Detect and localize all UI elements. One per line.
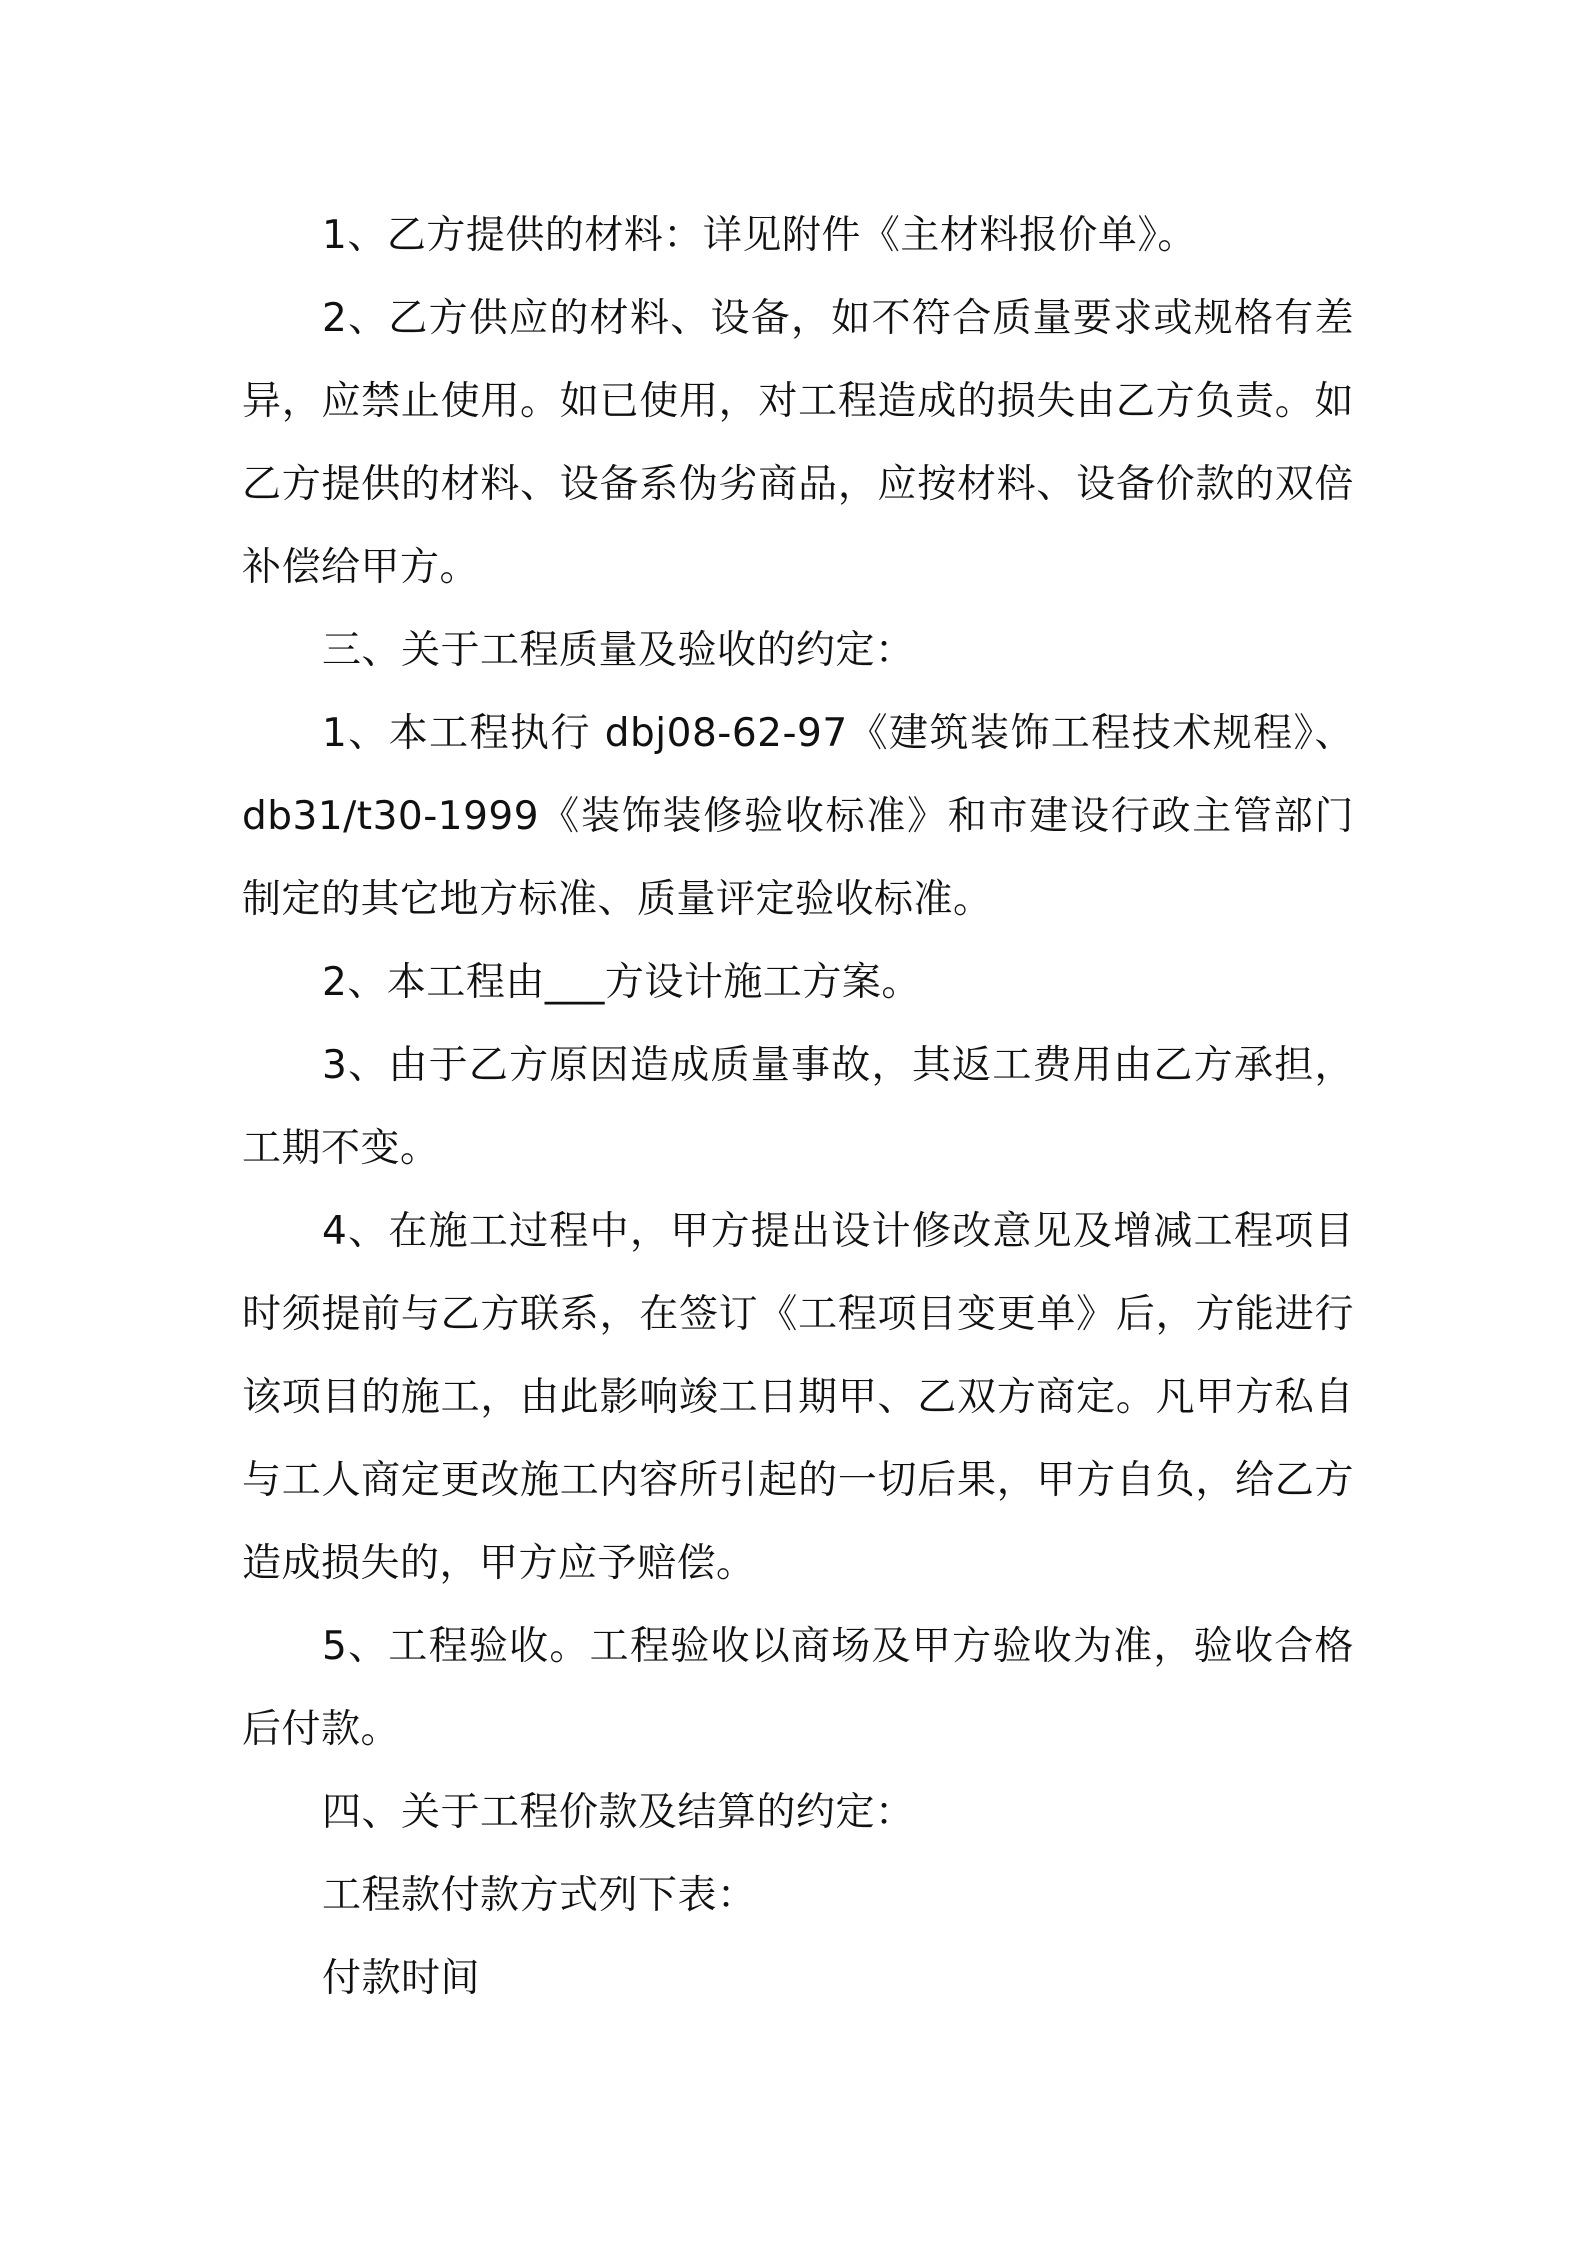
paragraph-materials-supplied: 1、乙方提供的材料：详见附件《主材料报价单》。 <box>322 213 1197 258</box>
section-heading-quality-acceptance: 三、关于工程质量及验收的约定： <box>322 628 915 673</box>
paragraph-quality-accident: 3、由于乙方原因造成质量事故，其返工费用由乙方承担，工期不变。 <box>242 1043 1354 1171</box>
section-heading-payment-settlement: 四、关于工程价款及结算的约定： <box>322 1790 915 1835</box>
paragraph-payment-method: 工程款付款方式列下表： <box>322 1873 757 1918</box>
paragraph-design-changes: 4、在施工过程中，甲方提出设计修改意见及增减工程项目时须提前与乙方联系，在签订《工程项目变更单》后，方能进行该项目的施工，由此影响竣工日期甲、乙双方商定。凡甲方私自与工人商定更改施工内容所引起的一切后果，甲方自负，给乙方造成损失的，甲方应予赔偿。 <box>242 1209 1354 1586</box>
paragraph-acceptance: 5、工程验收。工程验收以商场及甲方验收为准，验收合格后付款。 <box>242 1624 1354 1752</box>
document-body <box>242 194 1354 2020</box>
paragraph-materials-quality: 2、乙方供应的材料、设备，如不符合质量要求或规格有差异，应禁止使用。如已使用，对工程造成的损失由乙方负责。如乙方提供的材料、设备系伪劣商品，应按材料、设备价款的双倍补偿给甲方。 <box>242 296 1354 590</box>
paragraph-payment-time: 付款时间 <box>322 1956 481 2001</box>
paragraph-design-plan: 2、本工程由___方设计施工方案。 <box>322 960 921 1005</box>
paragraph-standards: 1、本工程执行 dbj08-62-97《建筑装饰工程技术规程》、db31/t30-1999《装饰装修验收标准》和市建设行政主管部门制定的其它地方标准、质量评定验收标准。 <box>242 711 1354 922</box>
